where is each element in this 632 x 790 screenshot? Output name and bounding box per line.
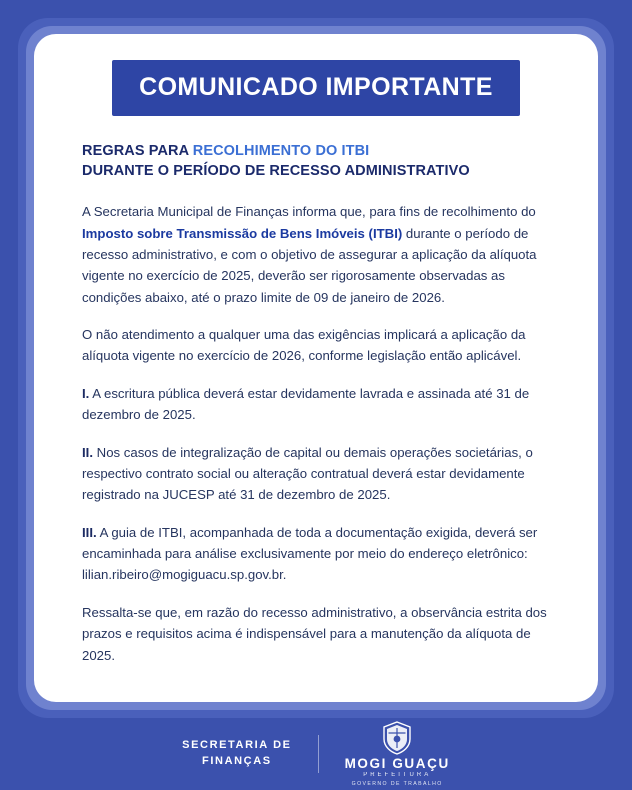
footer-secretaria-line-2: FINANÇAS [202,755,272,767]
item-ii-text: Nos casos de integralização de capital ou demais operações societárias, o respectivo contrato social ou alteração contratual deverá estar devidamente registrado na JUCESP até 31 de dezembro de 2025. [82,444,533,503]
body-text [82,201,550,666]
item-ii-marker: II. [82,444,93,460]
subtitle-line-1 [82,142,550,162]
item-iii-marker: III. [82,524,97,540]
footer [0,718,632,790]
paragraph-item-iii [82,522,550,586]
city-name: MOGI GUAÇU [344,755,450,771]
paragraph-1-bold: Imposto sobre Transmissão de Bens Imóveis (ITBI) [82,225,403,241]
paragraph-2: O não atendimento a qualquer uma das exigências implicará a aplicação da alíquota vigente no exercício de 2026, conforme legislação então aplicável. [82,327,526,364]
subtitle-line-2: DURANTE O PERÍODO DE RECESSO ADMINISTRATIVO [82,162,470,179]
item-i-marker: I. [82,385,90,401]
item-iii-text: A guia de ITBI, acompanhada de toda a documentação exigida, deverá ser encaminhada para análise exclusivamente por meio do endereço eletrônico: lilian.ribeiro@mogiguacu.sp.gov.br. [82,524,538,583]
item-i-text: A escritura pública deverá estar devidamente lavrada e assinada até 31 de dezembro de 2025. [82,385,530,423]
subtitle-prefix: REGRAS PARA [82,143,193,159]
subtitle-highlight: RECOLHIMENTO DO ITBI [192,143,370,159]
paragraph-1-part-b: durante o período de recesso administrativo, e com o objetivo de assegurar a aplicação da alíquota vigente no exercício de 2025, deverão ser rigorosamente observadas as condições abaixo, até o prazo limite de 09 de janeiro de 2026. [82,225,537,305]
subtitle [82,142,550,181]
footer-secretaria [182,738,291,770]
paragraph-item-i [82,383,550,426]
paragraph-closing: Ressalta-se que, em razão do recesso administrativo, a observância estrita dos prazos e requisitos acima é indispensável para a manutenção da alíquota de 2025. [82,604,547,663]
coat-of-arms-icon [382,721,412,755]
footer-secretaria-line-1: SECRETARIA DE [182,739,292,752]
city-government-tagline: GOVERNO DE TRABALHO [351,781,443,788]
city-logo [345,721,450,788]
city-subtitle: PREFEITURA [363,772,432,779]
footer-divider [318,735,319,773]
card-content [34,34,598,702]
paragraph-1-part-a: A Secretaria Municipal de Finanças informa que, para fins de recolhimento do [82,204,536,220]
banner-title: COMUNICADO IMPORTANTE [112,60,520,116]
paragraph-1 [82,201,550,308]
announcement-card [34,34,598,702]
paragraph-item-ii [82,442,550,506]
